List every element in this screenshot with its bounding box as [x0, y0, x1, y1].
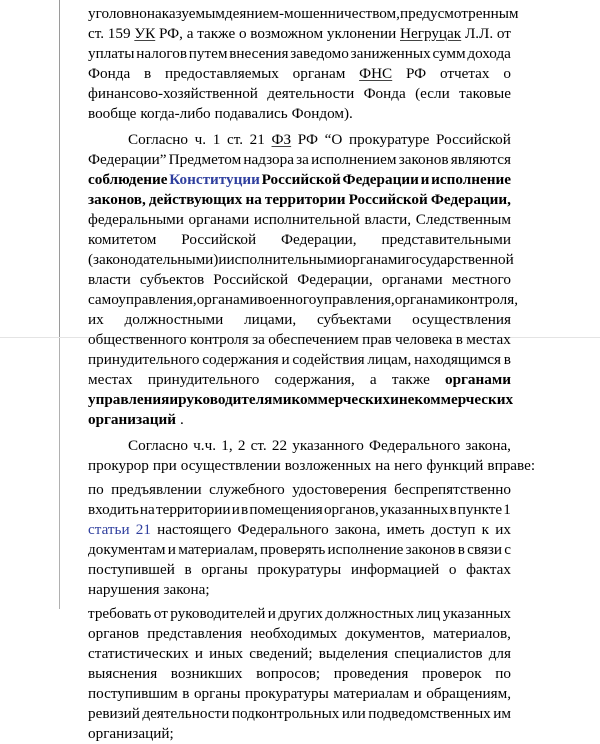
- word: Российской: [348, 191, 428, 208]
- word: специалистов: [394, 645, 483, 662]
- word: настоящего: [157, 521, 232, 538]
- hyperlink-word[interactable]: Конституции: [169, 171, 260, 188]
- word: указанных: [379, 501, 449, 518]
- word: действующих: [148, 191, 243, 208]
- word: служебного: [209, 481, 285, 498]
- word: Федерального: [369, 437, 461, 454]
- text-line: [88, 580, 511, 600]
- word: Федерации,: [297, 271, 373, 288]
- word: 21: [249, 131, 265, 148]
- word: содержания,: [274, 371, 355, 388]
- word: проверок: [421, 665, 482, 682]
- word: Фонда: [88, 65, 131, 82]
- word: о: [238, 25, 247, 42]
- word: него: [394, 457, 423, 474]
- text-line: [88, 704, 511, 724]
- word: Согласно: [128, 437, 188, 454]
- word: местного: [451, 271, 511, 288]
- word: или: [341, 705, 366, 722]
- word: РФ: [297, 131, 318, 148]
- word: организаций;: [88, 725, 174, 742]
- text-line: [88, 330, 511, 350]
- text-line: [88, 604, 511, 624]
- word: пункте: [457, 501, 503, 518]
- word: уклонении: [326, 25, 397, 42]
- word: и: [281, 351, 290, 368]
- word: Российской: [261, 171, 341, 188]
- word: вправе:: [487, 457, 536, 474]
- word: вообще: [88, 105, 137, 122]
- word: уплаты: [88, 45, 135, 62]
- word: органами: [394, 291, 456, 308]
- text-line: [88, 310, 511, 330]
- word: указанного: [292, 437, 364, 454]
- word: иметь: [386, 521, 425, 538]
- word: документам: [88, 541, 166, 558]
- word: прокуратуры: [257, 561, 342, 578]
- word: на: [375, 457, 391, 474]
- word: выяснения: [88, 665, 158, 682]
- word: материалам,: [178, 541, 258, 558]
- word: человека: [395, 331, 453, 348]
- word: органам: [292, 65, 346, 82]
- word: а: [369, 371, 377, 388]
- word: федеральными: [88, 211, 184, 228]
- word: прокурор: [88, 457, 149, 474]
- word: ч.ч.: [193, 437, 217, 454]
- word: и: [231, 501, 240, 518]
- word: заведомо: [290, 45, 349, 62]
- word: местах: [466, 331, 511, 348]
- word: должностных: [325, 605, 415, 622]
- word: руководителей: [170, 605, 266, 622]
- word: комитетом: [88, 231, 157, 248]
- word: других: [278, 605, 323, 622]
- word: возможном: [250, 25, 324, 42]
- word: документов,: [345, 625, 425, 642]
- word: при: [152, 457, 177, 474]
- word: им: [493, 705, 511, 722]
- text-line: [88, 190, 511, 210]
- word: находящимся: [414, 351, 501, 368]
- word: их: [495, 521, 511, 538]
- word: в: [455, 331, 463, 348]
- word: подведомственных: [368, 705, 491, 722]
- word: организаций: [88, 411, 176, 428]
- word: содействия: [292, 351, 365, 368]
- text-line: [88, 270, 511, 290]
- word: некоммерческих: [398, 391, 514, 408]
- word: также: [197, 25, 236, 42]
- word: о: [448, 561, 457, 578]
- word: от: [496, 25, 511, 42]
- word: законов,: [88, 191, 146, 208]
- word: органами: [381, 271, 443, 288]
- word: государственной: [405, 251, 514, 268]
- word: информацией: [350, 561, 440, 578]
- word: и: [420, 171, 430, 188]
- word: органы: [193, 685, 241, 702]
- word: надзора: [243, 151, 294, 168]
- word: нарушения: [88, 581, 160, 598]
- word: функций: [426, 457, 484, 474]
- word: налогов: [136, 45, 188, 62]
- word: принудительного: [147, 371, 260, 388]
- word: Российской: [436, 131, 511, 148]
- word: исполнением: [311, 151, 397, 168]
- word: УК: [134, 25, 156, 42]
- word: помещения: [249, 501, 323, 518]
- word: проверять: [260, 541, 326, 558]
- text-line: [88, 210, 511, 230]
- word: (если: [415, 85, 450, 102]
- word: Фондом).: [291, 105, 353, 122]
- word: -: [278, 5, 285, 22]
- word: законов: [398, 151, 449, 168]
- word: и: [413, 685, 422, 702]
- word: необходимых: [250, 625, 338, 642]
- text-line: [88, 24, 511, 44]
- word: осуществлении: [180, 457, 281, 474]
- word: органами: [196, 291, 258, 308]
- text-line: [88, 664, 511, 684]
- word: “О: [324, 131, 343, 148]
- word: исполнительными: [226, 251, 345, 268]
- word: 1: [503, 501, 511, 518]
- word: органами: [344, 251, 406, 268]
- word: закона;: [163, 581, 210, 598]
- word: Следственным: [415, 211, 511, 228]
- word: доступ: [430, 521, 476, 538]
- word: Согласно: [128, 131, 188, 148]
- text-line: [88, 150, 511, 170]
- word: предъявлении: [111, 481, 202, 498]
- word: являются: [450, 151, 511, 168]
- word: Федерального: [237, 521, 329, 538]
- word: лицам,: [367, 351, 412, 368]
- word: внесения: [229, 45, 289, 62]
- word: проведения: [333, 665, 409, 682]
- word: военного: [257, 291, 317, 308]
- word: за: [252, 331, 265, 348]
- word: фактах: [466, 561, 511, 578]
- word: органов,: [323, 501, 379, 518]
- word: и: [167, 541, 176, 558]
- word: лиц: [416, 605, 441, 622]
- word: коммерческих: [291, 391, 391, 408]
- word: указанных: [442, 605, 511, 622]
- word: Негруцак: [400, 25, 462, 42]
- word: на: [245, 191, 262, 208]
- word: о: [503, 65, 511, 82]
- text-line: [88, 250, 514, 270]
- word: Федерации: [342, 171, 419, 188]
- word: возложенных: [284, 457, 372, 474]
- word: прав: [362, 331, 392, 348]
- word: органами: [188, 211, 250, 228]
- word: удостоверения: [292, 481, 387, 498]
- word: ФНС: [359, 65, 393, 82]
- text-line: [128, 436, 511, 456]
- word: мошенничеством,: [284, 5, 400, 22]
- word: 22: [271, 437, 288, 454]
- word: должностными: [124, 311, 224, 328]
- word: от: [153, 605, 168, 622]
- text-line: [88, 520, 511, 540]
- word: сведений;: [249, 645, 313, 662]
- word: поступившей: [88, 561, 175, 578]
- word: ст.: [226, 131, 244, 148]
- word: таковые: [459, 85, 511, 102]
- word: деянием: [224, 5, 279, 22]
- word: принудительного: [88, 351, 200, 368]
- word: руководителями: [178, 391, 292, 408]
- text-line: [128, 130, 511, 150]
- text-line: [88, 390, 514, 410]
- word: и: [390, 391, 399, 408]
- text-line: [88, 624, 511, 644]
- text-line: [88, 644, 511, 664]
- word: субъектов: [139, 271, 205, 288]
- word: Федерации”: [88, 151, 167, 168]
- text-line: [88, 456, 536, 476]
- word: ч.: [194, 131, 207, 148]
- text-line: [88, 480, 511, 500]
- text-line: [88, 4, 519, 24]
- word: исполнение: [431, 171, 511, 188]
- text-line: [88, 350, 511, 370]
- word: 1: [212, 131, 221, 148]
- word: также: [391, 371, 430, 388]
- text-line: [88, 560, 511, 580]
- text-line: [88, 500, 511, 520]
- word: представительными: [381, 231, 511, 248]
- word: ст.: [88, 25, 105, 42]
- word: ревизий: [88, 705, 140, 722]
- word: по: [88, 481, 104, 498]
- word: отчетах: [439, 65, 490, 82]
- word: финансово-хозяйственной: [88, 85, 258, 102]
- word: Российской: [213, 271, 289, 288]
- word: вопросов;: [256, 665, 321, 682]
- text-line: [88, 84, 511, 104]
- word: деятельности: [142, 705, 230, 722]
- word: и: [194, 645, 203, 662]
- text-line: [88, 724, 511, 744]
- word: с: [504, 541, 511, 558]
- word: прокуратуры: [244, 685, 329, 702]
- word: для: [488, 645, 511, 662]
- word: сумм: [432, 45, 466, 62]
- text-line: [88, 540, 511, 560]
- word: заниженных: [350, 45, 431, 62]
- word: материалов,: [432, 625, 511, 642]
- word: субъектами: [317, 311, 392, 328]
- text-line: [88, 104, 511, 124]
- text-line: [88, 290, 518, 310]
- word: поступившим: [88, 685, 178, 702]
- word: и: [169, 391, 179, 408]
- word: подавались: [214, 105, 288, 122]
- word: 159: [107, 25, 131, 42]
- word: лицами,: [244, 311, 297, 328]
- word: содержания: [202, 351, 279, 368]
- word: закона,: [334, 521, 381, 538]
- word: общественного: [88, 331, 187, 348]
- word: соблюдение: [88, 171, 168, 188]
- word: ФЗ: [271, 131, 292, 148]
- word: власти,: [364, 211, 412, 228]
- word: представления: [147, 625, 243, 642]
- hyperlink-word[interactable]: 21: [135, 521, 151, 538]
- text-line: [88, 230, 511, 250]
- word: Федерации,: [281, 231, 357, 248]
- word: закона,: [465, 437, 511, 454]
- text-line: [88, 370, 511, 390]
- word: власти: [88, 271, 131, 288]
- word: 1,: [221, 437, 233, 454]
- word: 2: [237, 437, 246, 454]
- word: .: [179, 411, 184, 428]
- word: уголовно: [88, 5, 147, 22]
- word: исполнение: [327, 541, 404, 558]
- word: подконтрольных: [231, 705, 340, 722]
- word: наказуемым: [146, 5, 225, 22]
- word: Предметом: [168, 151, 242, 168]
- word: за: [296, 151, 309, 168]
- word: по: [495, 665, 511, 682]
- word: в: [449, 501, 457, 518]
- word: Фонда: [363, 85, 406, 102]
- text-line: [88, 410, 511, 430]
- word: Федерации,: [430, 191, 511, 208]
- word: выделения: [318, 645, 389, 662]
- word: обеспечением: [268, 331, 359, 348]
- text-line: [88, 170, 511, 190]
- word: управления: [88, 391, 170, 408]
- word: органы: [201, 561, 248, 578]
- text-line: [88, 684, 511, 704]
- word: контроля,: [455, 291, 518, 308]
- word: осуществления: [412, 311, 511, 328]
- word: контроля: [190, 331, 249, 348]
- word: прокуратуре: [349, 131, 430, 148]
- word: предусмотренным: [399, 5, 519, 22]
- word: деятельности: [267, 85, 355, 102]
- hyperlink-word[interactable]: статьи: [88, 521, 130, 538]
- word: обращениям,: [426, 685, 511, 702]
- word: требовать: [88, 605, 152, 622]
- word: органов: [88, 625, 140, 642]
- word: а: [186, 25, 194, 42]
- text-line: [88, 64, 511, 84]
- word: РФ: [405, 65, 427, 82]
- word: в: [184, 561, 192, 578]
- word: территории: [264, 191, 346, 208]
- word: к: [481, 521, 490, 538]
- word: иных: [209, 645, 244, 662]
- word: Л.Л.: [464, 25, 494, 42]
- word: в: [457, 541, 465, 558]
- word: и: [218, 251, 227, 268]
- word: Российской: [181, 231, 257, 248]
- word: их: [88, 311, 104, 328]
- word: в: [182, 685, 190, 702]
- word: возникших: [170, 665, 243, 682]
- word: когда-либо: [140, 105, 211, 122]
- word: самоуправления,: [88, 291, 197, 308]
- word: путем: [188, 45, 228, 62]
- left-margin-line-lower: [59, 338, 60, 609]
- word: дохода: [467, 45, 511, 62]
- word: в: [503, 351, 511, 368]
- word: на: [139, 501, 155, 518]
- word: связи: [467, 541, 502, 558]
- word: предоставляемых: [164, 65, 279, 82]
- text-line: [88, 44, 511, 64]
- word: и: [267, 605, 276, 622]
- word: исполнительной: [253, 211, 360, 228]
- word: законов: [405, 541, 456, 558]
- word: органами: [445, 371, 511, 388]
- word: беспрепятственно: [394, 481, 511, 498]
- word: в: [143, 65, 152, 82]
- word: материалам: [333, 685, 410, 702]
- word: в: [240, 501, 249, 518]
- word: управления,: [316, 291, 395, 308]
- word: территории: [155, 501, 231, 518]
- word: местах: [88, 371, 133, 388]
- word: ст.: [250, 437, 267, 454]
- word: (законодательными): [88, 251, 219, 268]
- word: РФ,: [158, 25, 183, 42]
- word: статистических: [88, 645, 189, 662]
- word: входить: [88, 501, 139, 518]
